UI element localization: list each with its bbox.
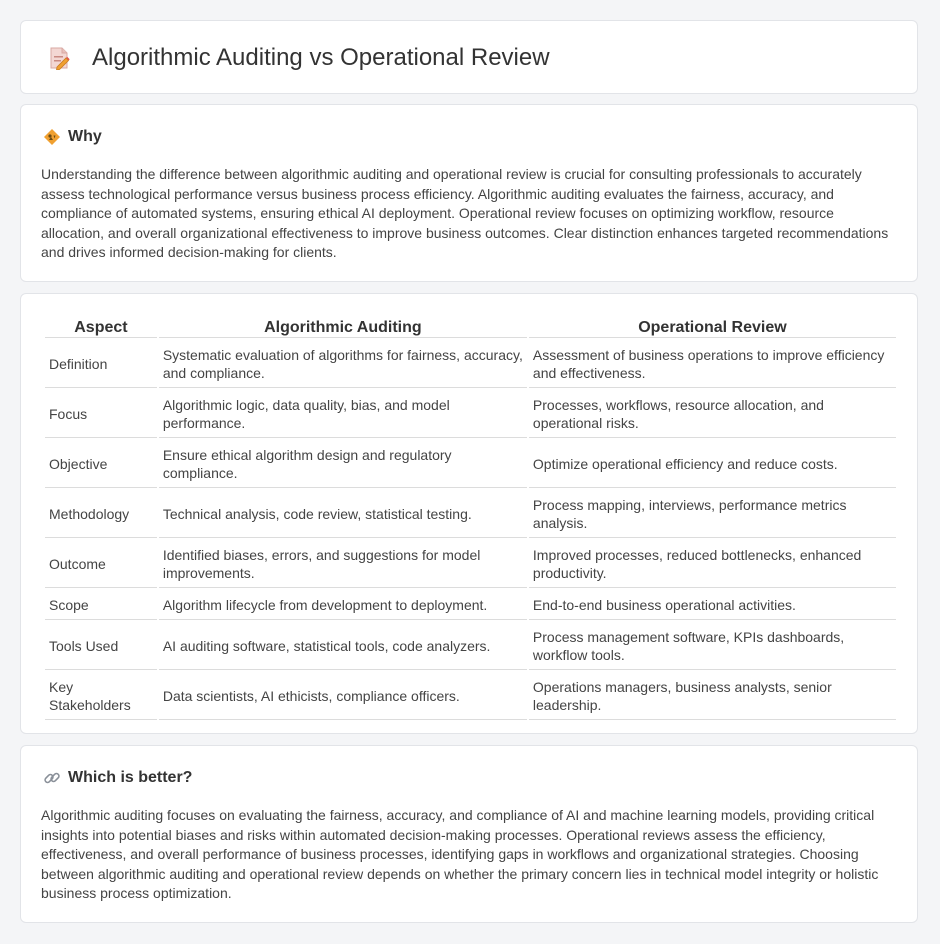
- why-heading: Why: [68, 128, 102, 145]
- row-operational: Process management software, KPIs dashboards, workflow tools.: [529, 622, 896, 670]
- diamond-sign-icon: [43, 128, 61, 146]
- row-operational: Processes, workflows, resource allocation, and operational risks.: [529, 390, 896, 438]
- header-operational-review: Operational Review: [529, 317, 896, 338]
- table-row: [45, 672, 896, 720]
- row-algorithmic: Algorithmic logic, data quality, bias, and model performance.: [159, 390, 527, 438]
- row-aspect: Tools Used: [45, 622, 157, 670]
- table-row: [45, 540, 896, 588]
- better-heading: Which is better?: [68, 769, 193, 786]
- row-aspect: Focus: [45, 390, 157, 438]
- header-algorithmic-auditing: Algorithmic Auditing: [159, 317, 527, 338]
- why-text: Understanding the difference between algorithmic auditing and operational review is crucial for consulting professionals to accurately assess technological performance versus business process efficiency. Algorithmic auditing evaluates the fairness, accuracy, and compliance of automated systems, ensuring ethical AI deployment. Operational review focuses on optimizing workflow, resource allocation, and overall organizational effectiveness to improve business outcomes. Clear distinction enhances targeted recommendations and drives informed decision-making for clients.: [41, 166, 889, 260]
- row-operational: Improved processes, reduced bottlenecks, enhanced productivity.: [529, 540, 896, 588]
- table-row: [45, 340, 896, 388]
- comparison-table: [43, 315, 898, 722]
- table-row: [45, 440, 896, 488]
- table-row: [45, 390, 896, 438]
- row-aspect: Definition: [45, 340, 157, 388]
- title-card: [20, 20, 918, 94]
- row-algorithmic: Ensure ethical algorithm design and regulatory compliance.: [159, 440, 527, 488]
- page-title: Algorithmic Auditing vs Operational Review: [92, 44, 550, 71]
- row-algorithmic: Data scientists, AI ethicists, compliance officers.: [159, 672, 527, 720]
- table-row: [45, 622, 896, 670]
- table-header-row: [45, 317, 896, 338]
- why-section: [20, 104, 918, 282]
- row-aspect: Methodology: [45, 490, 157, 538]
- row-aspect: Scope: [45, 590, 157, 620]
- comparison-section: [20, 293, 918, 734]
- row-operational: Assessment of business operations to improve efficiency and effectiveness.: [529, 340, 896, 388]
- which-is-better-section: [20, 745, 918, 923]
- row-algorithmic: Systematic evaluation of algorithms for fairness, accuracy, and compliance.: [159, 340, 527, 388]
- row-operational: Process mapping, interviews, performance metrics analysis.: [529, 490, 896, 538]
- table-row: [45, 490, 896, 538]
- row-algorithmic: Identified biases, errors, and suggestions for model improvements.: [159, 540, 527, 588]
- row-operational: Optimize operational efficiency and reduce costs.: [529, 440, 896, 488]
- table-row: [45, 590, 896, 620]
- document-edit-icon: [48, 46, 70, 70]
- why-heading-row: [43, 127, 102, 147]
- row-algorithmic: Algorithm lifecycle from development to deployment.: [159, 590, 527, 620]
- row-algorithmic: Technical analysis, code review, statistical testing.: [159, 490, 527, 538]
- row-aspect: Objective: [45, 440, 157, 488]
- row-aspect: Outcome: [45, 540, 157, 588]
- better-heading-row: [43, 768, 192, 788]
- row-operational: End-to-end business operational activities.: [529, 590, 896, 620]
- header-aspect: Aspect: [45, 317, 157, 338]
- link-icon: [43, 769, 61, 787]
- better-text: Algorithmic auditing focuses on evaluating the fairness, accuracy, and compliance of AI and machine learning models, providing critical insights into potential biases and risks within automated decision-making processes. Operational reviews assess the efficiency, effectiveness, and overall performance of business processes, identifying gaps in workflows and organizational strategies. Choosing between algorithmic auditing and operational review depends on whether the primary concern lies in technical model integrity or holistic business process optimization.: [41, 807, 879, 901]
- row-algorithmic: AI auditing software, statistical tools, code analyzers.: [159, 622, 527, 670]
- row-aspect: Key Stakeholders: [45, 672, 157, 720]
- row-operational: Operations managers, business analysts, senior leadership.: [529, 672, 896, 720]
